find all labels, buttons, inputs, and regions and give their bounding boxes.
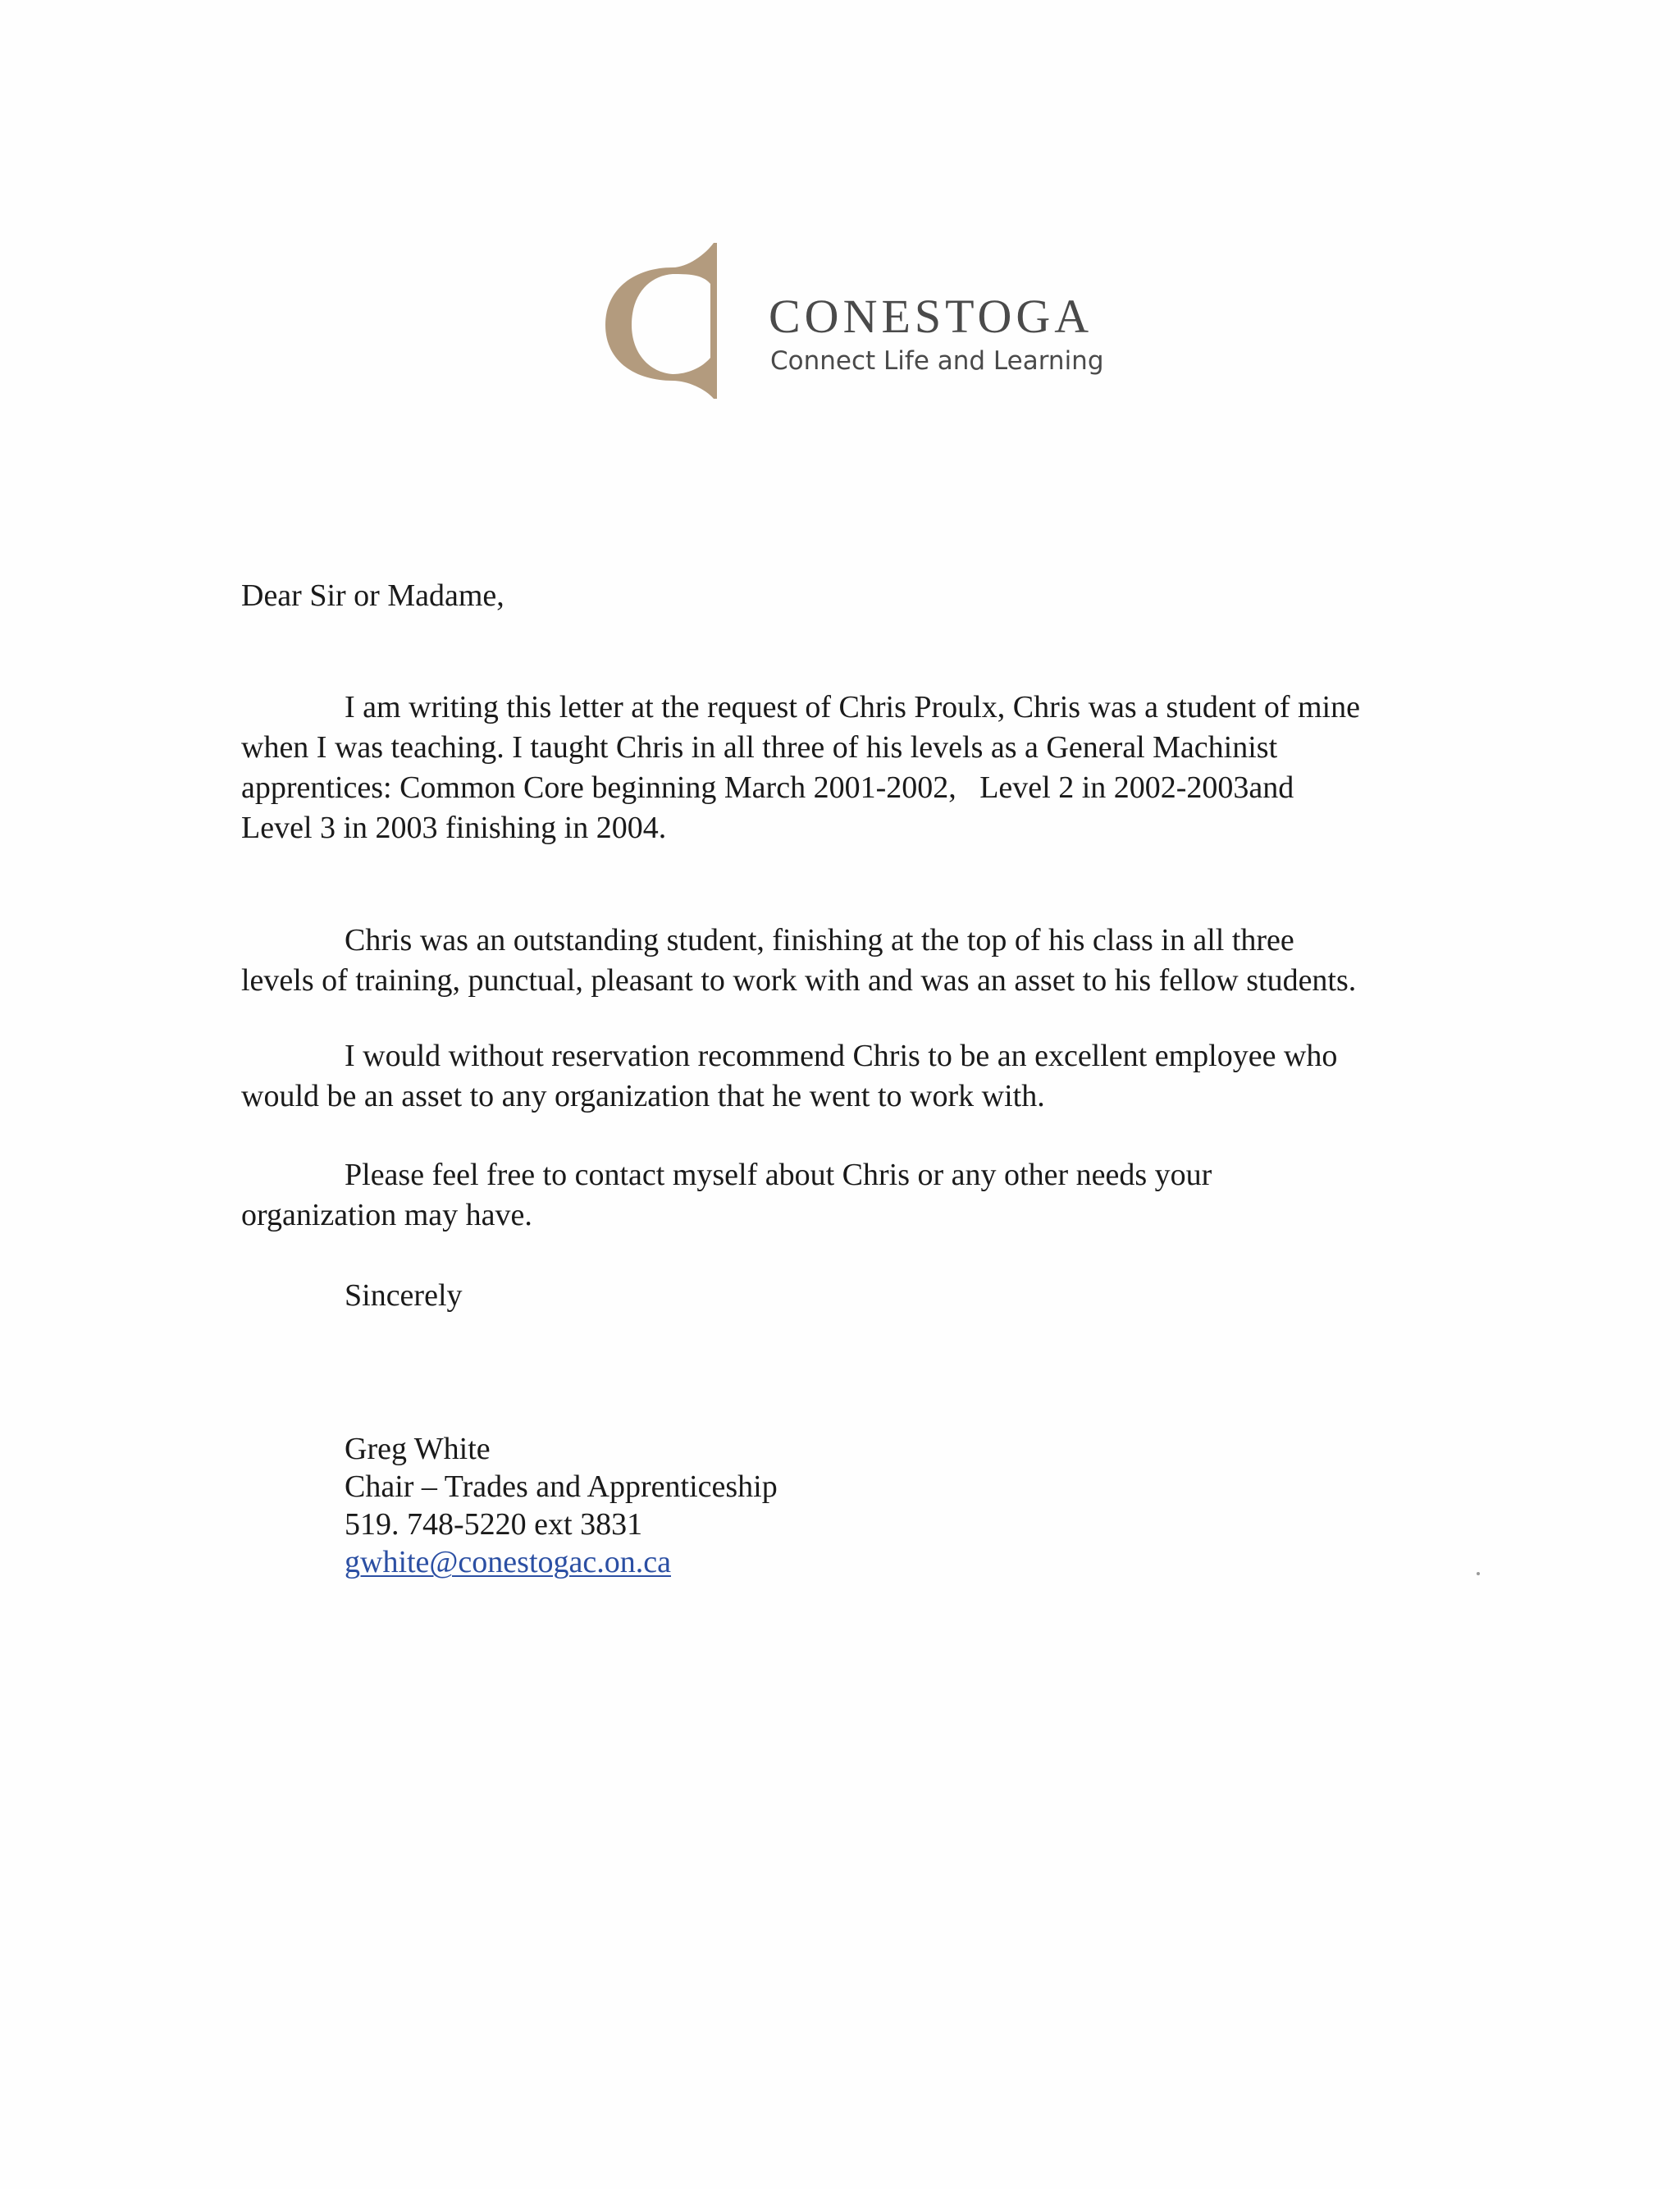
signer-phone: 519. 748-5220 ext 3831 — [345, 1507, 643, 1542]
paragraph-performance — [241, 921, 1356, 1001]
brand-name: CONESTOGA — [769, 290, 1093, 343]
signer-email-link[interactable]: gwhite@conestogac.on.ca — [345, 1545, 671, 1579]
paragraph-line: Level 3 in 2003 finishing in 2004. — [241, 811, 667, 845]
paragraph-line: organization may have. — [241, 1198, 532, 1232]
paragraph-line: apprentices: Common Core beginning March 2001-2002, Level 2 in 2002-2003and — [241, 770, 1294, 805]
paragraph-line: I would without reservation recommend Chris to be an excellent employee who — [345, 1039, 1338, 1073]
salutation: Dear Sir or Madame, — [241, 578, 504, 613]
paragraph-contact — [241, 1155, 1212, 1236]
signer-title: Chair – Trades and Apprenticeship — [345, 1469, 778, 1504]
paragraph-line: would be an asset to any organization that he went to work with. — [241, 1079, 1045, 1113]
paragraph-line: I am writing this letter at the request of Chris Proulx, Chris was a student of mine — [345, 690, 1360, 724]
paragraph-recommendation — [241, 1036, 1337, 1117]
closing: Sincerely — [345, 1278, 463, 1313]
scan-speck — [1477, 1572, 1480, 1575]
brand-tagline: Connect Life and Learning — [770, 346, 1104, 376]
signer-name: Greg White — [345, 1432, 491, 1466]
conestoga-logo-icon — [591, 243, 730, 399]
signature-block — [345, 1430, 778, 1581]
paragraph-line: Chris was an outstanding student, finishing at the top of his class in all three — [345, 923, 1294, 957]
letterhead — [591, 243, 1116, 399]
paragraph-line: Please feel free to contact myself about Chris or any other needs your — [345, 1158, 1212, 1192]
paragraph-line: levels of training, punctual, pleasant to work with and was an asset to his fellow students. — [241, 963, 1357, 998]
paragraph-request — [241, 688, 1360, 848]
paragraph-line: when I was teaching. I taught Chris in all three of his levels as a General Machinist — [241, 730, 1278, 765]
